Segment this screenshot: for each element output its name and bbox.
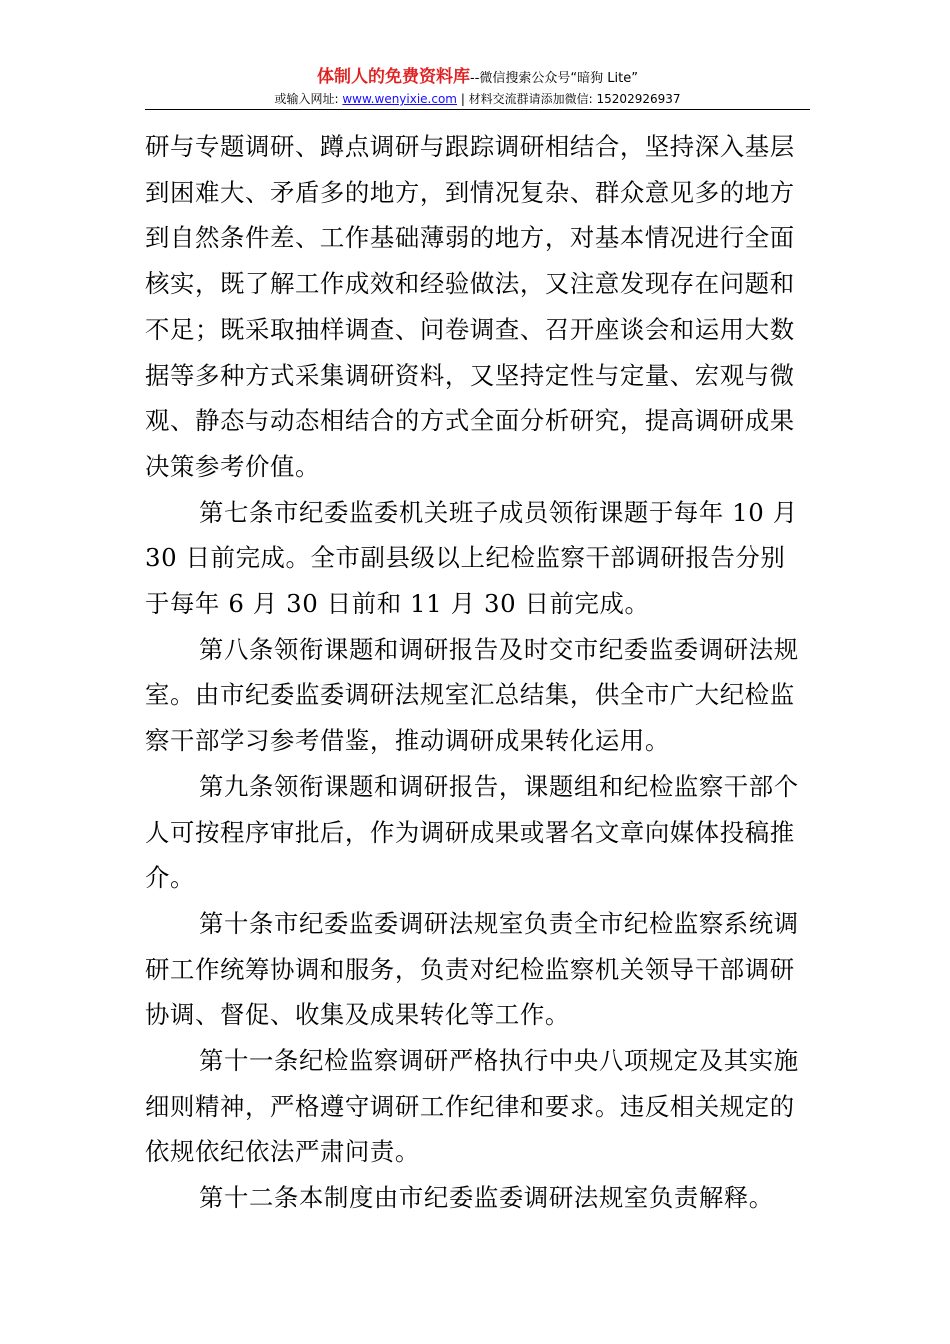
text-line: 协调、督促、收集及成果转化等工作。 bbox=[145, 1000, 570, 1030]
header-contact: | 材料交流群请添加微信: 15202926937 bbox=[457, 92, 681, 106]
header-url-link[interactable]: www.wenyixie.com bbox=[342, 92, 457, 106]
text-line: 30 日前完成。全市副县级以上纪检监察干部调研报告分别 bbox=[145, 543, 786, 573]
article-8-line: 第八条领衔课题和调研报告及时交市纪委监委调研法规 bbox=[199, 634, 799, 664]
text-line: 室。由市纪委监委调研法规室汇总结集，供全市广大纪检监 bbox=[145, 680, 795, 710]
article-12-line: 第十二条本制度由市纪委监委调研法规室负责解释。 bbox=[199, 1183, 774, 1213]
article-10-line: 第十条市纪委监委调研法规室负责全市纪检监察系统调 bbox=[199, 908, 799, 938]
header-url-label: 或输入网址: bbox=[274, 92, 339, 106]
text-line: 察干部学习参考借鉴，推动调研成果转化运用。 bbox=[145, 726, 670, 756]
header-line-1 bbox=[145, 68, 810, 88]
document-body bbox=[145, 124, 810, 1221]
text-line: 核实，既了解工作成效和经验做法，又注意发现存在问题和 bbox=[145, 269, 795, 299]
text-line: 观、静态与动态相结合的方式全面分析研究，提高调研成果 bbox=[145, 406, 795, 436]
header-line-2 bbox=[145, 90, 810, 108]
text-line: 人可按程序审批后，作为调研成果或署名文章向媒体投稿推 bbox=[145, 817, 795, 847]
text-line: 决策参考价值。 bbox=[145, 451, 320, 481]
article-11-line: 第十一条纪检监察调研严格执行中央八项规定及其实施 bbox=[199, 1046, 799, 1076]
article-7-line: 第七条市纪委监委机关班子成员领衔课题于每年 10 月 bbox=[199, 497, 798, 527]
header-slogan: --微信搜索公众号“暗狗 Lite” bbox=[470, 71, 638, 86]
text-line: 研工作统筹协调和服务，负责对纪检监察机关领导干部调研 bbox=[145, 954, 795, 984]
text-line: 介。 bbox=[145, 863, 195, 893]
text-line: 于每年 6 月 30 日前和 11 月 30 日前完成。 bbox=[145, 589, 650, 619]
page-header bbox=[145, 68, 810, 108]
header-brand: 体制人的免费资料库 bbox=[317, 67, 471, 87]
text-line: 到困难大、矛盾多的地方，到情况复杂、群众意见多的地方 bbox=[145, 177, 795, 207]
article-9-line: 第九条领衔课题和调研报告，课题组和纪检监察干部个 bbox=[199, 771, 799, 801]
header-divider bbox=[145, 109, 810, 110]
text-line: 到自然条件差、工作基础薄弱的地方，对基本情况进行全面 bbox=[145, 223, 795, 253]
text-line: 据等多种方式采集调研资料，又坚持定性与定量、宏观与微 bbox=[145, 360, 795, 390]
text-line: 细则精神，严格遵守调研工作纪律和要求。违反相关规定的 bbox=[145, 1091, 795, 1121]
text-line: 研与专题调研、蹲点调研与跟踪调研相结合，坚持深入基层 bbox=[145, 132, 795, 161]
text-line: 依规依纪依法严肃问责。 bbox=[145, 1137, 420, 1167]
text-line: 不足；既采取抽样调查、问卷调查、召开座谈会和运用大数 bbox=[145, 314, 795, 344]
